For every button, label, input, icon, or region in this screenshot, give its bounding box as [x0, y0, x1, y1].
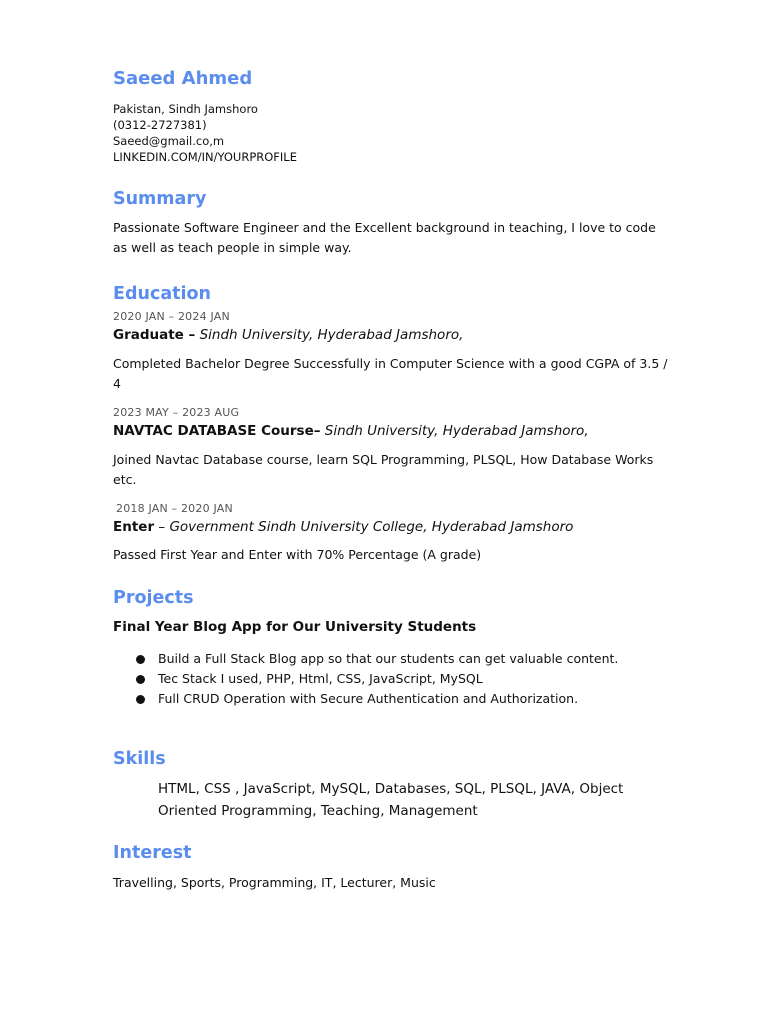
entry-date: 2020 JAN – 2024 JAN	[113, 310, 230, 323]
entry-institution: Sindh University, Hyderabad Jamshoro,	[324, 423, 589, 439]
bullet-icon	[136, 695, 145, 704]
entry-heading	[113, 517, 673, 537]
entry-heading	[113, 421, 673, 441]
entry-separator: –	[158, 519, 166, 535]
education-entry	[113, 405, 673, 490]
entry-date: 2018 JAN – 2020 JAN	[116, 502, 233, 515]
entry-description: Joined Navtac Database course, learn SQL Programming, PLSQL, How Database Works etc.	[113, 452, 654, 487]
linkedin-link[interactable]: LINKEDIN.COM/IN/YOURPROFILE	[113, 150, 297, 164]
education-entry	[113, 501, 673, 565]
contact-block	[113, 101, 673, 165]
project-title: Final Year Blog App for Our University Students	[113, 619, 477, 635]
entry-date: 2023 MAY – 2023 AUG	[113, 406, 240, 419]
list-item	[113, 649, 673, 669]
list-item	[113, 689, 673, 709]
list-item	[113, 669, 673, 689]
entry-institution: Government Sindh University College, Hyderabad Jamshoro	[169, 519, 574, 535]
resume-page	[113, 66, 673, 893]
location-text: Pakistan, Sindh Jamshoro	[113, 102, 258, 116]
bullet-text: Build a Full Stack Blog app so that our students can get valuable content.	[158, 651, 619, 666]
entry-degree: Enter	[113, 519, 155, 535]
skills-heading: Skills	[113, 749, 166, 769]
education-entry	[113, 309, 673, 394]
education-heading: Education	[113, 284, 211, 304]
entry-heading	[113, 325, 673, 345]
candidate-name: Saeed Ahmed	[113, 68, 253, 89]
bullet-text: Tec Stack I used, PHP, Html, CSS, JavaScript, MySQL	[158, 671, 483, 686]
email-text: Saeed@gmail.co,m	[113, 134, 225, 148]
project-bullet-list	[113, 649, 673, 709]
bullet-text: Full CRUD Operation with Secure Authentication and Authorization.	[158, 691, 579, 706]
entry-description: Completed Bachelor Degree Successfully in Computer Science with a good CGPA of 3.5 / 4	[113, 356, 668, 391]
skills-text: HTML, CSS , JavaScript, MySQL, Databases, SQL, PLSQL, JAVA, Object Oriented Programming, Teaching, Management	[158, 781, 624, 819]
phone-text: (0312-2727381)	[113, 118, 207, 132]
entry-description: Passed First Year and Enter with 70% Percentage (A grade)	[113, 547, 482, 562]
bullet-icon	[136, 655, 145, 664]
bullet-icon	[136, 675, 145, 684]
interest-heading: Interest	[113, 843, 192, 863]
entry-degree: NAVTAC DATABASE Course–	[113, 423, 321, 439]
summary-text: Passionate Software Engineer and the Excellent background in teaching, I love to code as well as teach people in simple way.	[113, 220, 656, 255]
interest-text: Travelling, Sports, Programming, IT, Lecturer, Music	[113, 875, 436, 890]
projects-heading: Projects	[113, 588, 194, 608]
summary-heading: Summary	[113, 189, 207, 209]
entry-institution: Sindh University, Hyderabad Jamshoro,	[199, 327, 464, 343]
entry-degree: Graduate –	[113, 327, 196, 343]
